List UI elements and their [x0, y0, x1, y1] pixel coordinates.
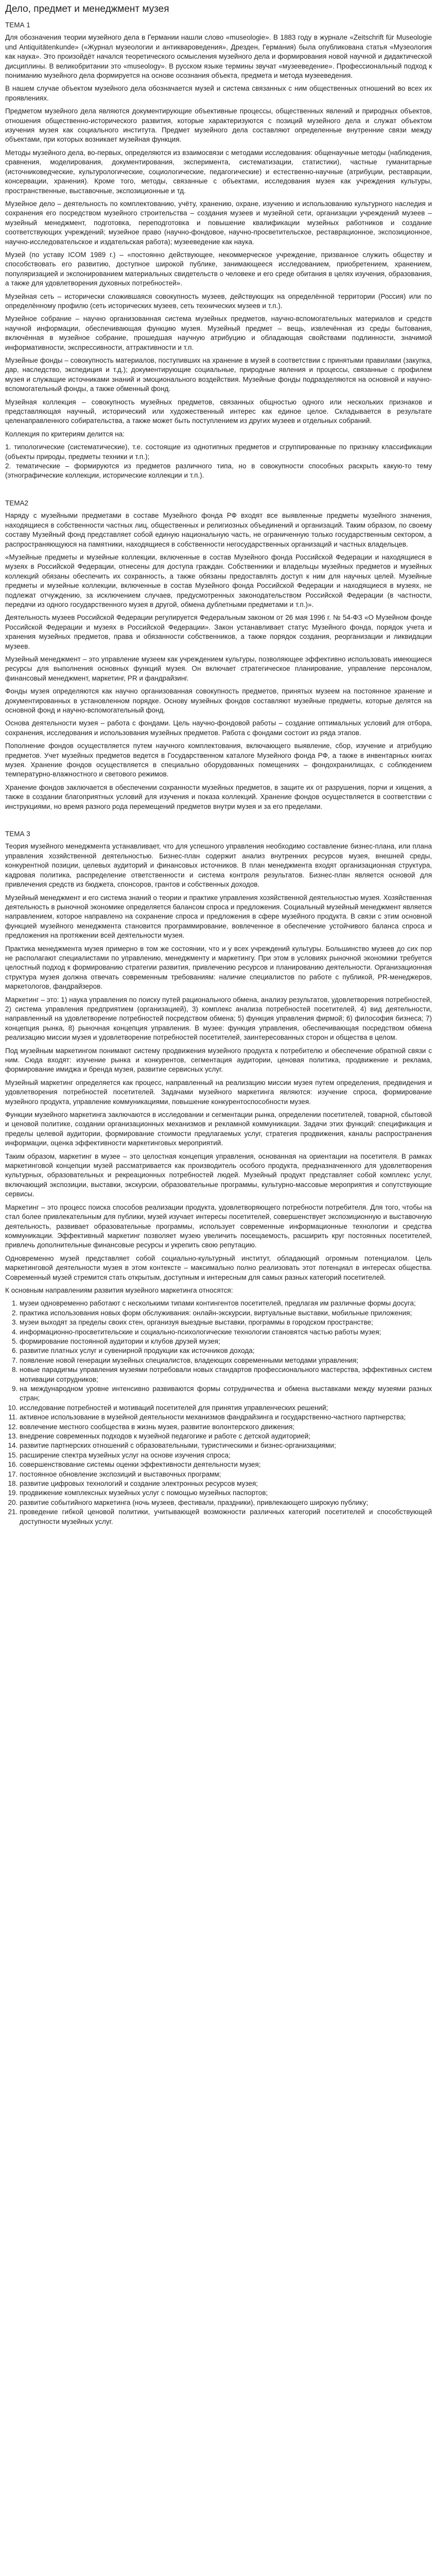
section-spacer	[5, 815, 432, 824]
paragraph: 1. типологические (систематические), т.е. состоящие из однотипных предметов и сгруппированные по признаку классификации (объекты природы, предметы техники и т.п.); 2. тематические – формируются из предметов различного типа, но в совокупности способных раскрыть какую-то тему (этнографические коллекции, исторические коллекции и т.п.).	[5, 443, 432, 480]
list-item: 2. практика использования новых форм обслуживания: онлайн-экскурсии, виртуальные выставки, мобильные приложения;	[20, 1309, 432, 1318]
paragraph: Маркетинг – это: 1) наука управления по поиску путей рационального обмена, анализу результатов, удовлетворения потребностей, 2) система управления предприятием (организацией), 3) комплекс анализа потребностей посетителей, 4) вид деятельности, направленный на удовлетворение потребностей посредством обмена; 5) функция управления фирмой; 6) философия бизнеса; 7) концепция рынка, 8) рыночная концепция управления. В музее: функция управления, обеспечивающая посредством обмена реализацию миссии музея и удовлетворение потребностей посетителей, заинтересованных сторон и общества в целом.	[5, 995, 432, 1042]
list-item: 9. на международном уровне интенсивно развиваются формы сотрудничества и обмена выставками между музеями разных стран;	[20, 1384, 432, 1403]
paragraph: Музейный менеджмент – это управление музеем как учреждением культуры, позволяющее эффективно использовать имеющиеся ресурсы для выполнения основных функций музея. Он включает стратегическое планирование, управление персоналом, финансовый менеджмент, маркетинг, PR и фандрайзинг.	[5, 655, 432, 682]
paragraph: Теория музейного менеджмента устанавливает, что для успешного управления необходимо составление бизнес-плана, или плана управления хозяйственной деятельностью. Бизнес-план содержит анализ внутренних ресурсов музея, внешней среды, конкурентной позиции, целевых аудиторий и финансовых источников. В план менеджмента входят организационная структура, кадровая политика, распределение ответственности и система контроля результатов. Бизнес-план является основой для привлечения средств из бюджета, спонсоров, грантов и собственных доходов.	[5, 842, 432, 889]
paragraph: В нашем случае объектом музейного дела обозначается музей и система связанных с ним общественных отношений во всех их проявлениях.	[5, 84, 432, 102]
list-item: 6. развитие платных услуг и сувенирной продукции как источников дохода;	[20, 1346, 432, 1355]
list-item: 1. музеи одновременно работают с несколькими типами контингентов посетителей, предлагая им различные формы досуга;	[20, 1299, 432, 1308]
list-item: 13. внедрение современных подходов к музейной педагогике и работе с детской аудиторией;	[20, 1432, 432, 1441]
list-item: 21. проведение гибкой ценовой политики, учитывающей возможности различных категорий посетителей и способствующей доступности музейных услуг.	[20, 1507, 432, 1527]
paragraph: Для обозначения теории музейного дела в Германии нашли слово «museologie». В 1883 году в журнале «Zeitschrift für Museologie und Antiquitätenkunde» («Журнал музеологии и антиквароведения», Дрезден, Германия) была опубликована статья «Музеология как наука». Это произойдёт начался теоретического осмысления музейного дела и формирования новой научной и дидактической дисциплины. В великобритании это «museology». В русском языке термины звучат «музееведение». Профессиональный подход к пониманию музейного дела формируется на основе осознания объекта, предмета и метода музееведения.	[5, 33, 432, 80]
paragraph: Под музейным маркетингом понимают систему продвижения музейного продукта к потребителю и обеспечение обратной связи с ним. Сюда входят: изучение рынка и конкурентов, сегментация аудитории, ценовая политика, продвижение и реклама, формирование имиджа и бренда музея, развитие сервисных услуг.	[5, 1046, 432, 1074]
paragraph: Предметом музейного дела являются документирующие объективные процессы, общественных явлений и природных объектов, отношения общественно-исторического развития, которые характеризуются с позиций музейного дела и служат объектом изучения музея как социального института. Предмет музейного дела составляют определенные внутренние связи между объектами, при которых возникает музейная функция.	[5, 107, 432, 144]
paragraph: Хранение фондов заключается в обеспечении сохранности музейных предметов, в защите их от разрушения, порчи и хищения, а также в создании благоприятных условий для изучения и показа коллекций. Хранение фондов осуществляется в соответствии с инструкциями, но время разного рода перемещений предметов внутри музея и за его пределами.	[5, 783, 432, 810]
paragraph: Маркетинг – это процесс поиска способов реализации продукта, удовлетворяющего потребности потребителя. Для того, чтобы на стал более привлекательным для публики, музей изучает интересы посетителей, совершенствует экспозиционную и выставочную деятельность, развивает образовательные программы, использует современные информационные технологии и средства коммуникации. Эффективный маркетинг позволяет музею увеличить посещаемость, расширить круг постоянных посетителей, привлечь дополнительные финансовые ресурсы и укрепить свою репутацию.	[5, 1203, 432, 1249]
list-item: 4. информационно-просветительские и социально-психологические технологии становятся частью работы музея;	[20, 1328, 432, 1337]
list-item: 11. активное использование в музейной деятельности механизмов фандрайзинга и государственно-частного партнерства;	[20, 1413, 432, 1422]
list-item: 14. развитие партнерских отношений с образовательными, туристическими и бизнес-организациями;	[20, 1441, 432, 1450]
sections-container	[5, 21, 432, 1527]
list-item: 8. новые парадигмы управления музеями потребовали новых стандартов профессионального мастерства, эффективных систем мотивации сотрудников;	[20, 1365, 432, 1384]
paragraph: Наряду с музейными предметами в составе Музейного фонда РФ входят все выявленные предметы музейного значения, находящиеся в собственности частных лиц, общественных и религиозных объединений и организаций. Таким образом, по своему составу Музейный фонд представляет собой единую национальную часть, не ограниченную только государственным сектором, а распространяющуюся на памятники, находящиеся в собственности негосударственных организаций и частных владельцев.	[5, 512, 432, 548]
paragraph: Коллекция по критериям делится на:	[5, 430, 125, 438]
paragraph: «Музейные предметы и музейные коллекции, включенные в состав Музейного фонда Российской Федерации и находящиеся в музеях в Российской Федерации, отнесены для доступа граждан. Собственники и владельцы музейных предметов и музейных коллекций обязаны обеспечить их сохранность, а также обязаны предоставлять доступ к ним для научных целей. Музейные предметы и музейные коллекции, включенные в состав Музейного фонда Российской Федерации и находящиеся в музеях, не подлежат отчуждению, за исключением случаев, предусмотренных законодательством Российской Федерации (в частности, передачи из одного государственного музея в другой, обмена дублетными предметами и т.п.)».	[5, 553, 432, 608]
list-item: 16. совершенствование системы оценки эффективности деятельности музея;	[20, 1460, 432, 1469]
paragraph: К основным направлениям развития музейного маркетинга относятся:	[5, 1286, 233, 1294]
list-item: 19. продвижение комплексных музейных услуг с помощью музейных паспортов;	[20, 1488, 432, 1498]
paragraph: Музейная коллекция – совокупность музейных предметов, связанных общностью одного или нескольких признаков и представляющая научный, исторический или художественный интерес как единое целое. Складывается в результате целенаправленного собирательства, а также может быть поступлением из других музеев и отдельных собраний.	[5, 398, 432, 425]
paragraph: Музейный менеджмент и его система знаний о теории и практике управления хозяйственной деятельностью музея. Хозяйственная деятельность в рыночной экономике определяется балансом спроса и предложения. Социальный музейный менеджмент является направлением, которое направлено на сохранение спроса и предложения в сфере музейного продукта. В связи с этим основной функцией музейного менеджмента становится программирование, вовлеченное в обеспечение устойчивого баланса спроса и предложения на протяжении всей деятельности музея.	[5, 893, 432, 940]
list-item: 7. появление новой генерации музейных специалистов, владеющих современными методами управления;	[20, 1356, 432, 1365]
numbered-list	[5, 1299, 432, 1527]
paragraph: Методы музейного дела, во-первых, определяются из взаимосвязи с методами исследования: общенаучные методы (наблюдения, сравнения, моделирования, документирования, эксперимента, систематизации, статистики), частные гуманитарные (источниковедческие, культурологические, социологические, педагогические) и естественно-научные (атрибуции, реставрации, консервации, хранения). Кроме того, методы, связанные с объектами, исследования музея как учреждения культуры, пространственные, выставочные, экспозиционные и тд.	[5, 148, 432, 195]
paragraph: Деятельность музеев Российской Федерации регулируется Федеральным законом от 26 мая 1996 г. № 54-ФЗ «О Музейном фонде Российской Федерации и музеях в Российской Федерации». Закон устанавливает статус Музейного фонда, порядок учета и хранения музейных предметов, права и обязанности собственников, а также порядок создания, реорганизации и ликвидации музеев.	[5, 614, 432, 650]
paragraph: Музейные фонды – совокупность материалов, поступивших на хранение в музей в соответствии с принятыми правилами (закупка, дар, наследство, экспедиция и т.д.); документирующие социальные, природные явления и процессы, связанные с профилем музея и служащие источниками знаний и эмоционального воздействия. Музейные фонды подразделяются на основной и научно-вспомогательный фонды, а также обменный фонд.	[5, 357, 432, 393]
paragraph: Фонды музея определяются как научно организованная совокупность предметов, принятых музеем на постоянное хранение и документированных в установленном порядке. Основу музейных фондов составляют музейные предметы, которые делятся на основной фонд и научно-вспомогательный фонд.	[5, 687, 432, 714]
page-title: Дело, предмет и менеджмент музея	[5, 4, 169, 14]
list-item: 20. развитие событийного маркетинга (ночь музеев, фестивали, праздники), привлекающего широкую публику;	[20, 1498, 432, 1507]
list-item: 15. расширение спектра музейных услуг на основе изучения спроса;	[20, 1451, 432, 1460]
section-heading: ТЕМА 1	[5, 21, 30, 29]
list-item: 12. вовлечение местного сообщества в жизнь музея, развитие волонтерского движения;	[20, 1422, 432, 1432]
section-spacer	[5, 484, 432, 494]
paragraph: Музейное собрание – научно организованная система музейных предметов, научно-вспомогательных материалов и средств научной информации, обеспечивающая функцию музея. Музейный предмет – вещь, извлечённая из среды бытования, включённая в музейное собрание, прошедшая научную атрибуцию и обладающая свойствами подлинности, значимой информативности, экспрессивности, аттрактивности и т.п.	[5, 315, 432, 351]
paragraph: Музейное дело – деятельность по комплектованию, учёту, хранению, охране, изучению и использованию культурного наследия и сохранения его посредством музейного строительства – создания музеев и музейной сети, организации учреждений музеев – музейный менеджмент, подготовка, переподготовка и повышение квалификации музейных работников и создание соответствующих учреждений; музейное право (научно-фондовое, научно-просветительское, реставрационное, экспозиционное, научно-исследовательское и издательская работа); музееведение как наука.	[5, 199, 432, 246]
list-item: 18. развитие цифровых технологий и создание электронных ресурсов музея;	[20, 1479, 432, 1488]
list-item: 17. постоянное обновление экспозиций и выставочных программ;	[20, 1470, 432, 1479]
section-heading: ТЕМА 3	[5, 830, 30, 838]
paragraph: Пополнение фондов осуществляется путем научного комплектования, включающего выявление, сбор, изучение и атрибуцию предметов. Учет музейных предметов ведется в Государственном каталоге Музейного фонда РФ, а также в инвентарных книгах музея. Хранение фондов осуществляется в специально оборудованных помещениях – фондохранилищах, с соблюдением температурно-влажностного и светового режимов.	[5, 742, 432, 778]
paragraph: Основа деятельности музея – работа с фондами. Цель научно-фондовой работы – создание оптимальных условий для отбора, сохранения, исследования и использования музейных предметов. Работа с фондами состоит из ряда этапов.	[5, 719, 432, 737]
list-item: 5. формирование постоянной аудитории и клубов друзей музея;	[20, 1337, 432, 1346]
paragraph: Функции музейного маркетинга заключаются в исследовании и сегментации рынка, определении посетителей, товарной, сбытовой и ценовой политике, создании организационных механизмов и рекламной коммуникации. Задачи этих функций: спецификация и пределы целевой аудитории, формирование стоимости предлагаемых услуг, стратегия продвижения, каналы распространения информации, оценка эффективности маркетинговых мероприятий.	[5, 1111, 432, 1147]
paragraph: Музей (по уставу ICOM 1989 г.) – «постоянно действующее, некоммерческое учреждение, призванное служить обществу и способствовать его развитию, доступное широкой публике, занимающееся исследованием, приобретением, хранением, популяризацией и экспонированием материальных свидетельств о человеке и его среде обитания в целях изучения, образования, а также для удовлетворения духовных потребностей».	[5, 250, 432, 287]
section-heading: ТЕМА2	[5, 499, 29, 507]
paragraph: Таким образом, маркетинг в музее – это целостная концепция управления, основанная на ориентации на посетителя. В рамках маркетинговой концепции музей рассматривается как производитель особого продукта, предназначенного для удовлетворения культурных, образовательных и рекреационных потребностей людей. Музейный продукт представляет собой комплекс услуг, включающий экспозиции, выставки, экскурсии, образовательные программы, культурно-массовые мероприятия и сопутствующие сервисы.	[5, 1152, 432, 1198]
paragraph: Одновременно музей представляет собой социально-культурный институт, обладающий огромным потенциалом. Цель маркетинговой деятельности музея в этом контексте – максимально полно реализовать этот потенциал в интересах общества. Современный музей стремится стать открытым, доступным и интересным для самых разных категорий посетителей.	[5, 1254, 432, 1281]
list-item: 3. музеи выходят за пределы своих стен, организуя выездные выставки, программы в городском пространстве;	[20, 1318, 432, 1327]
paragraph: Практика менеджмента музея примерно в том же состоянии, что и у всех учреждений культуры. Большинство музеев до сих пор не располагают специалистами по управлению, менеджменту и маркетингу. При этом в условиях рыночной экономики требуется целостный подход к формированию стратегии развития, привлечению ресурсов и планированию деятельности. Организационная структура музея должна отвечать современным требованиям: наличие специалистов по работе с публикой, PR-менеджеров, маркетологов, фандрайзеров.	[5, 944, 432, 991]
paragraph: Музейный маркетинг определяется как процесс, направленный на реализацию миссии музея путем определения, предвидения и удовлетворения потребностей посетителей. Задачами музейного маркетинга являются: изучение спроса, формирование музейного продукта, управление коммуникациями, повышение конкурентоспособности музея.	[5, 1078, 432, 1106]
paragraph: Музейная сеть – исторически сложившаяся совокупность музеев, действующих на определённой территории (Россия) или по определённому профилю (сеть исторических музеев, сеть технических музеев и т.п.).	[5, 292, 432, 310]
list-item: 10. исследование потребностей и мотиваций посетителей для принятия управленческих решений;	[20, 1403, 432, 1413]
